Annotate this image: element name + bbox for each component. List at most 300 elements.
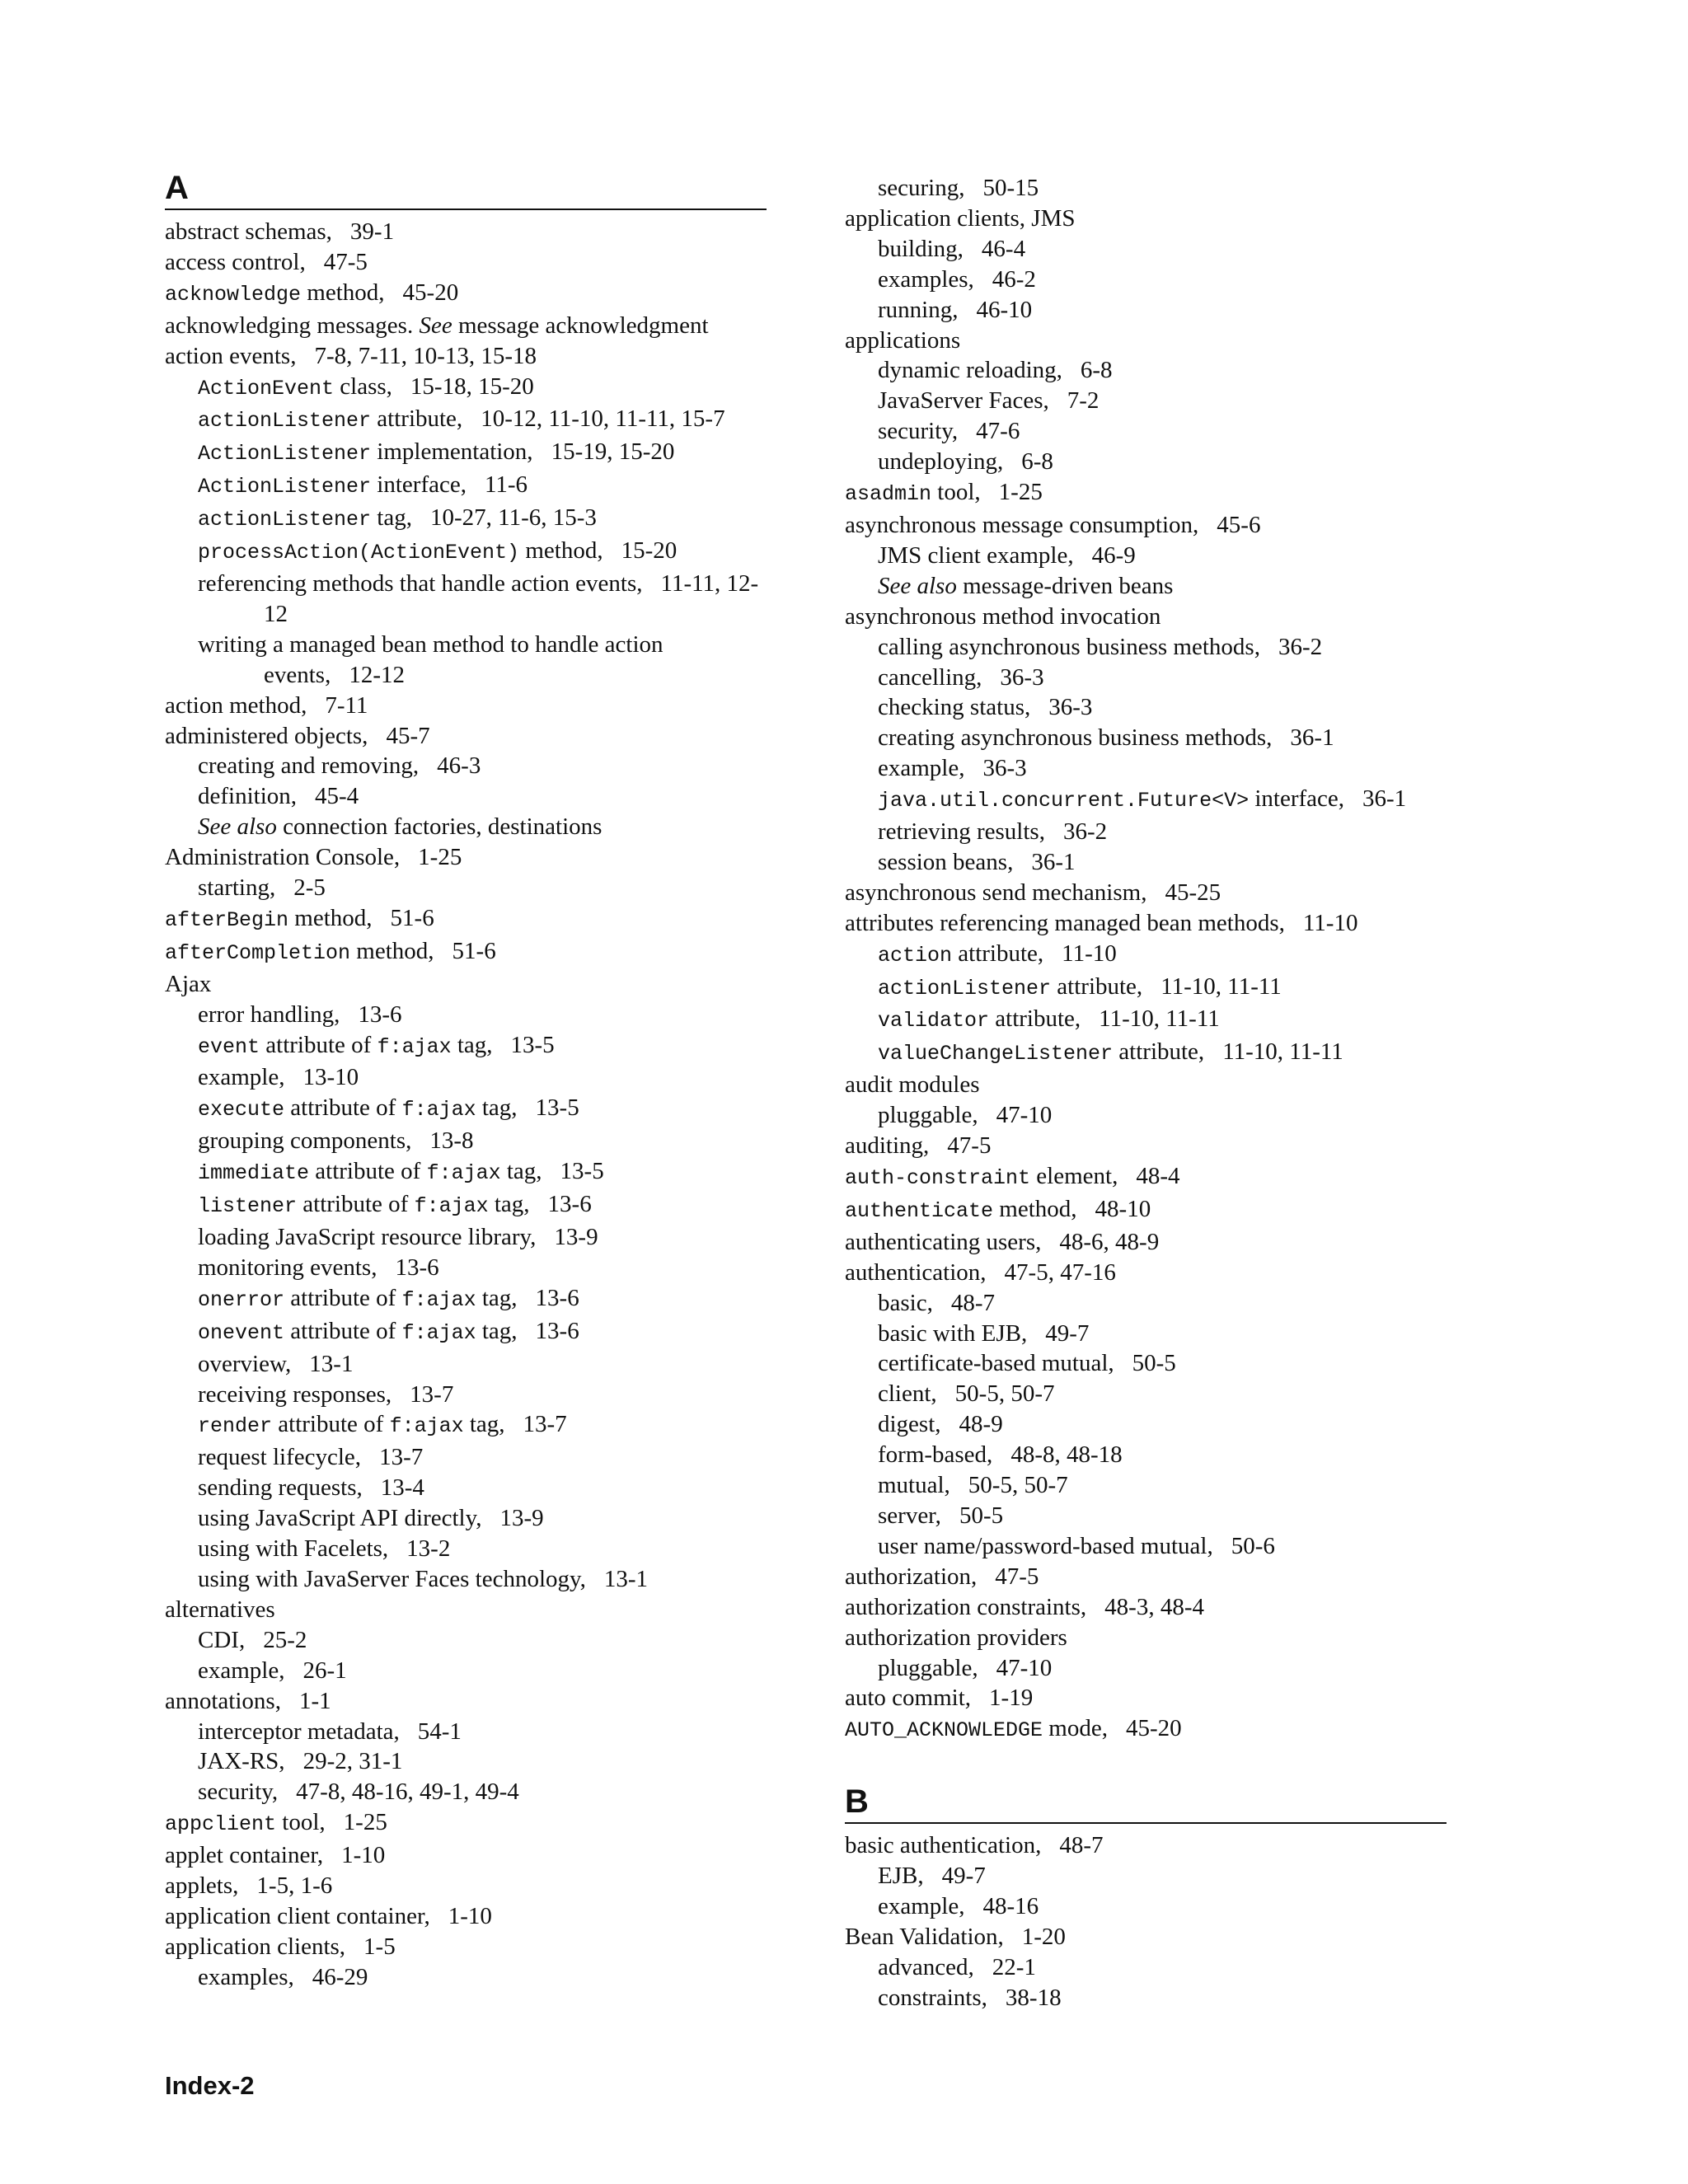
index-subentry: [845, 784, 1447, 817]
index-subentry: [845, 1952, 1447, 1983]
index-subentry: [165, 1156, 767, 1189]
entry-term: authorization,: [845, 1563, 978, 1590]
page-reference: 1-20: [1021, 1923, 1066, 1950]
entry-term: referencing methods that handle action events,: [198, 569, 643, 597]
index-subentry: [845, 541, 1447, 571]
entry-term: example,: [198, 1657, 285, 1684]
page-reference: 1-5: [363, 1933, 396, 1960]
index-subentry: [845, 571, 1447, 602]
index-entry: [845, 1258, 1447, 1288]
code-term: asadmin: [845, 482, 932, 507]
code-term: f:ajax: [401, 1098, 476, 1122]
page-reference: 6-8: [1021, 448, 1053, 476]
code-term: afterBegin: [165, 907, 289, 932]
entry-term: Ajax: [165, 970, 212, 997]
code-term: processAction(ActionEvent): [198, 541, 520, 565]
entry-term: writing a managed bean method to handle action events,: [198, 630, 663, 688]
index-entry: [845, 1131, 1447, 1161]
index-subentry: [165, 1380, 767, 1410]
index-subentry: [165, 1316, 767, 1349]
page-reference: 15-18, 15-20: [410, 373, 534, 400]
page-reference: 11-10: [1302, 909, 1358, 936]
code-term: afterCompletion: [165, 940, 351, 965]
entry-term: asynchronous send mechanism,: [845, 879, 1147, 906]
code-term: validator: [878, 1009, 990, 1033]
index-subentry: [165, 1777, 767, 1807]
index-subentry: [165, 569, 767, 630]
entry-term: CDI,: [198, 1626, 246, 1653]
entry-term: connection factories, destinations: [276, 813, 603, 841]
entry-term: example,: [878, 755, 965, 782]
entry-term: loading JavaScript resource library,: [198, 1224, 537, 1250]
entry-term: tag,: [451, 1031, 493, 1058]
page-reference: 1-5, 1-6: [256, 1872, 333, 1900]
index-entry: [165, 1595, 767, 1625]
page-reference: 13-9: [499, 1505, 544, 1532]
page-reference: 36-3: [1048, 694, 1093, 721]
entry-term: tag,: [463, 1411, 505, 1438]
index-subentry: [165, 812, 767, 842]
entry-term: class,: [334, 373, 392, 400]
index-entry: [165, 721, 767, 752]
code-term: f:ajax: [426, 1161, 501, 1186]
entry-term: auditing,: [845, 1132, 930, 1160]
index-entry: [165, 247, 767, 278]
index-subentry: [845, 723, 1447, 753]
index-entry: [845, 1683, 1447, 1713]
code-term: action: [878, 943, 953, 968]
index-subentry: [165, 404, 767, 437]
index-subentry: [845, 663, 1447, 693]
index-subentry: [165, 1442, 767, 1473]
entry-term: application clients,: [165, 1933, 346, 1960]
page-reference: 36-3: [982, 755, 1027, 782]
page-reference: 48-7: [1059, 1832, 1104, 1859]
page-reference: 48-7: [950, 1289, 996, 1316]
entry-term: pluggable,: [878, 1102, 978, 1129]
page-reference: 46-29: [312, 1963, 368, 1990]
page-reference: 47-10: [996, 1654, 1053, 1681]
entry-term: application clients, JMS: [845, 204, 1076, 232]
entry-term: basic authentication,: [845, 1832, 1042, 1859]
page-reference: 13-1: [309, 1350, 354, 1377]
index-column-right: [845, 173, 1447, 2013]
page-reference: 50-5, 50-7: [954, 1380, 1055, 1408]
index-entry: [845, 1830, 1447, 1861]
entry-term: method,: [993, 1195, 1077, 1222]
entry-term: retrieving results,: [878, 818, 1045, 846]
entry-term: starting,: [198, 874, 276, 902]
index-subentry: [165, 1625, 767, 1656]
page-reference: 11-10: [1062, 940, 1117, 967]
entry-term: request lifecycle,: [198, 1444, 362, 1471]
entry-term: calling asynchronous business methods,: [878, 633, 1260, 660]
entry-term: building,: [878, 235, 964, 262]
page-reference: 47-5: [947, 1132, 992, 1160]
index-entry: [845, 1623, 1447, 1653]
page-reference: 47-5, 47-16: [1004, 1258, 1116, 1286]
index-entry: [165, 1686, 767, 1717]
index-subentry: [845, 1100, 1447, 1131]
code-term: actionListener: [198, 508, 372, 532]
index-entry: [165, 842, 767, 873]
entry-term: authorization constraints,: [845, 1593, 1087, 1620]
see-reference: See: [419, 312, 452, 339]
entry-term: audit modules: [845, 1071, 980, 1099]
page-reference: 46-9: [1091, 541, 1136, 569]
index-entry: [165, 1932, 767, 1962]
index-entry: [845, 602, 1447, 632]
page-reference: 11-10, 11-11: [1099, 1005, 1220, 1033]
page-footer: Index-2: [165, 2071, 255, 2100]
page-reference: 47-10: [996, 1102, 1053, 1129]
page-reference: 11-6: [484, 471, 528, 499]
entry-term: attribute,: [1051, 972, 1143, 1000]
page-reference: 11-10, 11-11: [1222, 1038, 1343, 1066]
code-term: AUTO_ACKNOWLEDGE: [845, 1718, 1043, 1743]
code-term: onerror: [198, 1287, 285, 1312]
entry-term: asynchronous message consumption,: [845, 511, 1199, 538]
index-subentry: [845, 1319, 1447, 1349]
entry-term: method,: [519, 537, 603, 565]
page-reference: 2-5: [293, 874, 326, 902]
page-reference: 7-11: [325, 691, 368, 719]
code-term: onevent: [198, 1320, 285, 1345]
page-reference: 47-5: [323, 248, 368, 275]
entry-term: applet container,: [165, 1842, 324, 1869]
page-reference: 46-10: [976, 296, 1033, 323]
code-term: ActionListener: [198, 475, 372, 499]
entry-term: attribute,: [989, 1005, 1081, 1033]
entry-term: form-based,: [878, 1441, 993, 1469]
entry-term: attribute of: [284, 1094, 402, 1122]
entry-term: running,: [878, 296, 959, 323]
page-reference: 46-2: [992, 265, 1036, 293]
entry-term: basic with EJB,: [878, 1319, 1028, 1347]
index-subentry: [845, 1891, 1447, 1922]
code-term: actionListener: [198, 409, 372, 434]
page-reference: 13-7: [523, 1411, 567, 1438]
index-subentry: [165, 1283, 767, 1316]
entry-term: tag,: [371, 504, 412, 532]
code-term: listener: [198, 1194, 298, 1219]
index-entry: [845, 510, 1447, 541]
index-subentry: [165, 470, 767, 503]
page-reference: 22-1: [992, 1953, 1036, 1980]
index-subentry: [845, 355, 1447, 386]
code-term: immediate: [198, 1161, 310, 1186]
page-reference: 29-2, 31-1: [302, 1748, 403, 1775]
code-term: auth-constraint: [845, 1166, 1031, 1190]
index-subentry: [845, 1037, 1447, 1070]
section-heading: A: [165, 169, 767, 210]
index-subentry: [165, 1222, 767, 1253]
code-term: f:ajax: [377, 1034, 452, 1059]
index-subentry: [845, 447, 1447, 477]
index-subentry: [845, 234, 1447, 265]
entry-term: applets,: [165, 1872, 239, 1900]
index-subentry: [845, 1440, 1447, 1470]
entry-term: JMS client example,: [878, 541, 1074, 569]
page-reference: 48-16: [982, 1893, 1039, 1920]
section-heading: B: [845, 1783, 1447, 1824]
index-subentry: [165, 1189, 767, 1222]
entry-term: grouping components,: [198, 1127, 412, 1155]
entry-term: creating asynchronous business methods,: [878, 724, 1273, 752]
entry-term: method,: [288, 904, 373, 931]
entry-term: action events,: [165, 342, 297, 369]
page-reference: 11-10, 11-11: [1160, 972, 1282, 1000]
page-reference: 51-6: [452, 937, 496, 964]
index-subentry: [845, 265, 1447, 295]
index-entry: [845, 1592, 1447, 1623]
index-subentry: [165, 630, 767, 691]
code-term: ActionListener: [198, 442, 372, 466]
index-entry: [845, 477, 1447, 510]
index-subentry: [845, 1653, 1447, 1684]
page-reference: 36-1: [1031, 848, 1076, 875]
entry-term: mode,: [1043, 1715, 1108, 1742]
entry-term: implementation,: [371, 438, 533, 466]
page-reference: 50-15: [982, 175, 1039, 201]
index-entry: [165, 936, 767, 969]
entry-term: advanced,: [878, 1953, 974, 1980]
index-entry: [845, 1194, 1447, 1227]
entry-term: abstract schemas,: [165, 218, 332, 245]
page-reference: 47-6: [976, 418, 1020, 445]
index-subentry: [845, 1379, 1447, 1409]
entry-term: error handling,: [198, 1001, 340, 1028]
index-entry: [165, 217, 767, 247]
entry-term: user name/password-based mutual,: [878, 1532, 1213, 1559]
page-reference: 1-25: [998, 479, 1043, 506]
code-term: valueChangeListener: [878, 1042, 1114, 1066]
page-reference: 13-4: [380, 1474, 424, 1502]
index-subentry: [165, 437, 767, 470]
page-reference: 10-12, 11-10, 11-11, 15-7: [481, 405, 725, 433]
index-entry: [165, 1871, 767, 1901]
entry-term: session beans,: [878, 848, 1014, 875]
code-term: acknowledge: [165, 282, 302, 307]
entry-term: EJB,: [878, 1863, 924, 1890]
entry-term: examples,: [198, 1963, 294, 1990]
page-reference: 48-4: [1136, 1163, 1180, 1189]
page-reference: 25-2: [263, 1626, 307, 1653]
index-entry: [845, 1713, 1447, 1746]
entry-term: client,: [878, 1380, 937, 1408]
entry-term: applications: [845, 326, 961, 354]
entry-term: application client container,: [165, 1902, 430, 1929]
entry-term: tag,: [476, 1317, 518, 1344]
entry-term: acknowledging messages.: [165, 312, 420, 339]
page-reference: 13-9: [554, 1224, 598, 1250]
entry-term: tool,: [931, 479, 981, 506]
page-reference: 46-3: [437, 752, 481, 780]
index-subentry: [845, 632, 1447, 663]
index-subentry: [165, 536, 767, 569]
entry-term: action method,: [165, 691, 307, 719]
entry-term: method,: [350, 937, 434, 964]
page-reference: 1-10: [448, 1902, 492, 1929]
page-reference: 48-3, 48-4: [1104, 1593, 1204, 1620]
index-subentry: [165, 873, 767, 903]
entry-term: dynamic reloading,: [878, 357, 1062, 384]
index-entry: [165, 341, 767, 372]
index-subentry: [165, 1473, 767, 1503]
index-entry: [165, 1901, 767, 1932]
page-reference: 36-2: [1278, 633, 1323, 660]
page-reference: 26-1: [302, 1657, 347, 1684]
entry-term: interface,: [371, 471, 467, 499]
index-entry: [165, 311, 767, 341]
page-reference: 7-2: [1067, 387, 1100, 415]
index-subentry: [845, 1861, 1447, 1891]
index-subentry: [165, 1349, 767, 1380]
index-subentry: [845, 295, 1447, 326]
entry-term: interceptor metadata,: [198, 1718, 400, 1745]
entry-term: mutual,: [878, 1472, 950, 1499]
page-reference: 38-18: [1005, 1984, 1062, 2011]
page-reference: 36-2: [1062, 818, 1108, 846]
entry-term: authentication,: [845, 1258, 987, 1286]
entry-term: monitoring events,: [198, 1254, 377, 1281]
page-reference: 45-6: [1217, 511, 1261, 538]
entry-term: auto commit,: [845, 1685, 972, 1712]
page-reference: 10-27, 11-6, 15-3: [429, 504, 597, 532]
index-subentry: [845, 817, 1447, 847]
page-reference: 13-6: [358, 1001, 402, 1028]
page-reference: 6-8: [1080, 357, 1113, 384]
page-reference: 13-10: [302, 1064, 359, 1091]
entry-term: tool,: [276, 1809, 326, 1836]
index-entry: [845, 1562, 1447, 1592]
entry-term: sending requests,: [198, 1474, 363, 1502]
page-reference: 13-7: [410, 1380, 454, 1408]
index-subentry: [845, 847, 1447, 878]
page-reference: 45-25: [1165, 879, 1221, 906]
page-reference: 13-2: [406, 1535, 451, 1563]
index-subentry: [165, 372, 767, 405]
entry-term: basic,: [878, 1289, 933, 1316]
index-column-left: [165, 169, 767, 1993]
entry-term: using with Facelets,: [198, 1535, 389, 1563]
index-subentry: [845, 1983, 1447, 2013]
page-reference: 50-6: [1231, 1532, 1275, 1559]
entry-term: method,: [301, 279, 385, 306]
index-subentry: [845, 972, 1447, 1005]
page-reference: 51-6: [390, 904, 434, 931]
code-term: appclient: [165, 1812, 277, 1837]
index-subentry: [845, 939, 1447, 972]
entry-term: attribute of: [284, 1317, 402, 1344]
page-reference: 36-1: [1362, 785, 1407, 813]
index-subentry: [165, 1409, 767, 1442]
entry-term: server,: [878, 1502, 941, 1529]
page-reference: 39-1: [349, 218, 395, 245]
entry-term: securing,: [878, 175, 965, 201]
page-reference: 49-7: [1045, 1319, 1090, 1347]
index-entry: [845, 326, 1447, 356]
code-term: event: [198, 1034, 260, 1059]
page-reference: 54-1: [417, 1718, 462, 1745]
index-subentry: [165, 1126, 767, 1156]
page-reference: 45-20: [1125, 1715, 1182, 1742]
index-subentry: [165, 1534, 767, 1564]
entry-term: using with JavaServer Faces technology,: [198, 1565, 586, 1592]
entry-term: attribute,: [952, 940, 1044, 967]
entry-term: creating and removing,: [198, 752, 420, 780]
section-gap: [845, 1746, 1447, 1783]
index-entry: [165, 278, 767, 311]
entry-term: annotations,: [165, 1687, 281, 1714]
code-term: f:ajax: [401, 1287, 476, 1312]
index-subentry: [165, 1093, 767, 1126]
entry-term: message acknowledgment: [452, 312, 709, 339]
page-reference: 45-4: [315, 783, 359, 810]
entry-term: undeploying,: [878, 448, 1004, 476]
page-reference: 48-10: [1095, 1195, 1151, 1222]
index-entry: [845, 1161, 1447, 1194]
index-entry: [845, 908, 1447, 939]
entry-term: message-driven beans: [956, 572, 1174, 599]
page-reference: 1-1: [298, 1687, 331, 1714]
code-term: execute: [198, 1098, 285, 1122]
entry-term: security,: [878, 418, 959, 445]
index-subentry: [165, 781, 767, 812]
see-reference: See also: [878, 572, 957, 599]
entry-term: attribute of: [309, 1158, 427, 1185]
page-reference: 49-7: [941, 1863, 986, 1890]
index-subentry: [165, 503, 767, 536]
index-entry: [845, 878, 1447, 908]
index-subentry: [845, 416, 1447, 447]
page-reference: 46-4: [981, 235, 1026, 262]
see-reference: See also: [198, 813, 277, 841]
entry-term: security,: [198, 1779, 279, 1806]
index-subentry: [845, 173, 1447, 204]
index-subentry: [165, 1656, 767, 1686]
index-subentry: [165, 751, 767, 781]
index-entry: [845, 1070, 1447, 1100]
entry-term: interface,: [1249, 785, 1344, 813]
entry-term: attribute of: [272, 1411, 390, 1438]
page-reference: 48-9: [959, 1411, 1003, 1438]
index-subentry: [165, 1503, 767, 1534]
entry-term: definition,: [198, 783, 298, 810]
page-reference: 47-5: [995, 1563, 1039, 1590]
index-subentry: [165, 1030, 767, 1063]
entry-term: Bean Validation,: [845, 1923, 1004, 1950]
entry-term: tag,: [476, 1284, 518, 1311]
page-reference: 50-5, 50-7: [968, 1472, 1068, 1499]
entry-term: authenticating users,: [845, 1228, 1042, 1255]
entry-term: JAX-RS,: [198, 1748, 285, 1775]
page-reference: 36-3: [1000, 663, 1044, 691]
index-subentry: [845, 1470, 1447, 1501]
index-subentry: [845, 386, 1447, 416]
page-reference: 13-5: [510, 1031, 555, 1058]
entry-term: asynchronous method invocation: [845, 602, 1161, 630]
page-reference: 45-7: [386, 722, 430, 749]
entry-term: element,: [1030, 1163, 1118, 1189]
code-term: ActionEvent: [198, 376, 335, 401]
index-subentry: [845, 692, 1447, 723]
entry-term: overview,: [198, 1350, 292, 1377]
page-reference: 1-25: [343, 1809, 387, 1836]
index-entry: [165, 1807, 767, 1840]
index-subentry: [165, 1253, 767, 1283]
page-reference: 48-6, 48-9: [1059, 1228, 1160, 1255]
